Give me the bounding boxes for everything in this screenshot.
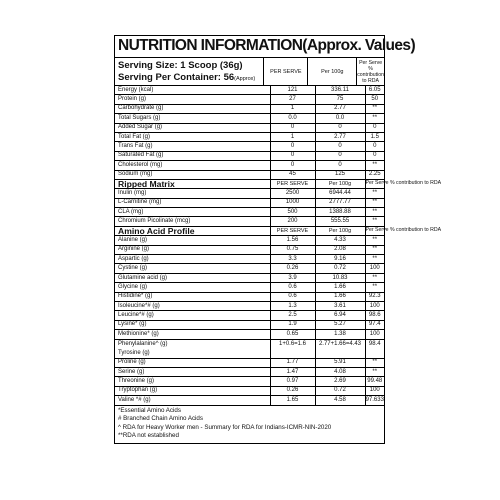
- amino-name: Threonine (g): [115, 377, 270, 386]
- amino-per100: 5.27: [315, 320, 365, 329]
- ripped-title: Ripped Matrix: [118, 178, 175, 189]
- amino-per-serve: 1.47: [270, 367, 315, 376]
- nutrition-per100: 2.77: [315, 132, 365, 141]
- amino-rda: 98.6: [365, 311, 384, 320]
- ripped-row: [115, 208, 384, 217]
- nutrition-per100: 0.0: [315, 114, 365, 123]
- nutrition-row: [115, 86, 384, 95]
- nutrition-name: Total Sugars (g): [115, 114, 270, 123]
- nutrition-panel: [114, 35, 442, 444]
- footnote: **RDA not established: [118, 432, 179, 439]
- amino-per100: 4.08: [315, 367, 365, 376]
- amino-name: Tryptophan (g): [115, 386, 270, 395]
- amino-name: Histidine* (g): [115, 292, 270, 301]
- amino-col-per100: Per 100g: [315, 227, 365, 236]
- amino-per-serve: 0.26: [270, 264, 315, 273]
- nutrition-per-serve: 0: [270, 161, 315, 170]
- nutrition-name: Sodium (mg): [115, 170, 270, 179]
- amino-row: [115, 301, 384, 310]
- nutrition-per100: 75: [315, 95, 365, 104]
- ripped-per-serve: 200: [270, 217, 315, 226]
- amino-per-serve: 0.65: [270, 330, 315, 339]
- serving-per-container: Serving Per Container: 56: [118, 71, 235, 83]
- amino-per100: 4.33: [315, 236, 365, 245]
- footnote: *Essential Amino Acids: [118, 406, 181, 414]
- amino-per-serve: 1.3: [270, 301, 315, 310]
- amino-per100: 4.58: [315, 396, 365, 405]
- amino-per-serve: 1.65: [270, 396, 315, 405]
- nutrition-per-serve: 27: [270, 95, 315, 104]
- amino-per-serve: 1+0.6=1.6: [270, 339, 315, 358]
- approx-note: (Approx): [234, 75, 256, 82]
- amino-per-serve: 0.26: [270, 386, 315, 395]
- amino-per100: 2.77+1.66=4.43: [315, 339, 365, 358]
- ripped-per100: 1388.88: [315, 208, 365, 217]
- serving-info: [115, 58, 263, 85]
- amino-rda: **: [365, 283, 384, 292]
- amino-per100: 9.16: [315, 255, 365, 264]
- amino-rda: **: [365, 245, 384, 254]
- footnotes: [115, 405, 384, 443]
- ripped-rda: **: [365, 189, 384, 198]
- amino-name: Arginine (g): [115, 245, 270, 254]
- nutrition-row: [115, 104, 384, 113]
- amino-rda: 98.4: [365, 339, 384, 358]
- amino-per100: 3.61: [315, 301, 365, 310]
- nutrition-rda: 0: [365, 142, 384, 151]
- amino-per-serve: 3.3: [270, 255, 315, 264]
- amino-rda: 100: [365, 330, 384, 339]
- ripped-col-per100: Per 100g: [315, 180, 365, 189]
- amino-row: [115, 330, 384, 339]
- amino-row: [115, 358, 384, 367]
- nutrition-table: [115, 86, 384, 179]
- amino-rda: 100: [365, 264, 384, 273]
- ripped-name: L-Carnitine (mg): [115, 198, 270, 207]
- amino-name: Serine (g): [115, 367, 270, 376]
- header-rda: Per Serve % contribution to RDA: [357, 59, 385, 84]
- amino-col-per-serve: PER SERVE: [270, 227, 315, 236]
- nutrition-row: [115, 132, 384, 141]
- nutrition-name: Protein (g): [115, 95, 270, 104]
- amino-row: [115, 245, 384, 254]
- tyrosine-label: Tyrosine (g): [118, 349, 150, 356]
- ripped-header-row: [115, 180, 384, 189]
- ripped-col-rda: Per Serve % contribution to RDA: [365, 180, 384, 189]
- nutrition-row: [115, 151, 384, 160]
- amino-row: [115, 292, 384, 301]
- nutrition-row: [115, 142, 384, 151]
- footnote: ^ RDA for Heavy Worker men - Summary for RDA for Indians-ICMR-NIN-2020: [118, 423, 332, 431]
- ripped-row: [115, 198, 384, 207]
- amino-per100: 6.94: [315, 311, 365, 320]
- nutrition-row: [115, 114, 384, 123]
- amino-per-serve: 0.75: [270, 245, 315, 254]
- amino-name: Glutamine acid (g): [115, 273, 270, 282]
- nutrition-rda: **: [365, 104, 384, 113]
- amino-per100: 1.38: [315, 330, 365, 339]
- amino-name: Cystine (g): [115, 264, 270, 273]
- amino-name: Valine *# (g): [115, 396, 270, 405]
- amino-title: Amino Acid Profile: [118, 225, 195, 236]
- amino-name: Lysine* (g): [115, 320, 270, 329]
- amino-per100: 10.83: [315, 273, 365, 282]
- amino-per-serve: 0.6: [270, 283, 315, 292]
- amino-name: Alanine (g): [115, 236, 270, 245]
- amino-rda: **: [365, 358, 384, 367]
- nutrition-per100: 0: [315, 151, 365, 160]
- title-main: NUTRITION INFORMATION: [118, 37, 303, 54]
- amino-name: Proline (g): [115, 358, 270, 367]
- amino-row: [115, 311, 384, 320]
- amino-row: [115, 255, 384, 264]
- amino-per100: 2.08: [315, 245, 365, 254]
- nutrition-rda: 2.25: [365, 170, 384, 179]
- amino-row: [115, 320, 384, 329]
- nutrition-per100: 0: [315, 161, 365, 170]
- amino-per-serve: 0.6: [270, 292, 315, 301]
- nutrition-per100: 0: [315, 142, 365, 151]
- amino-rda: 100: [365, 301, 384, 310]
- panel-title: [115, 36, 416, 58]
- nutrition-name: Trans Fat (g): [115, 142, 270, 151]
- amino-row: [115, 236, 384, 245]
- amino-per100: 1.66: [315, 292, 365, 301]
- amino-row: [115, 283, 384, 292]
- amino-row: [115, 367, 384, 376]
- amino-rda: 97.4: [365, 320, 384, 329]
- nutrition-rda: 0: [365, 123, 384, 132]
- amino-per-serve: 1.56: [270, 236, 315, 245]
- nutrition-per-serve: 0: [270, 142, 315, 151]
- ripped-table: [115, 178, 442, 226]
- nutrition-name: Added Sugar (g): [115, 123, 270, 132]
- amino-row: [115, 396, 384, 405]
- amino-header-row: [115, 227, 384, 236]
- amino-rda: 97.633: [365, 396, 384, 403]
- amino-per100: 0.72: [315, 386, 365, 395]
- header-per100: Per 100g: [307, 58, 356, 85]
- nutrition-per-serve: 1: [270, 132, 315, 141]
- nutrition-per-serve: 121: [270, 86, 315, 95]
- nutrition-rda: 6.05: [365, 86, 384, 95]
- ripped-rda: **: [365, 208, 384, 217]
- nutrition-per100: 2.77: [315, 104, 365, 113]
- ripped-per-serve: 2500: [270, 189, 315, 198]
- amino-per-serve: 1.77: [270, 358, 315, 367]
- amino-rda: 99.48: [365, 377, 384, 386]
- ripped-row: [115, 217, 384, 226]
- nutrition-per-serve: 0: [270, 123, 315, 132]
- nutrition-rda: 50: [365, 95, 384, 104]
- ripped-name: Inulin (mg): [115, 189, 270, 198]
- amino-rda: **: [365, 236, 384, 245]
- amino-row: [115, 273, 384, 282]
- ripped-name: Chromium Picolinate (mcg): [115, 217, 270, 226]
- amino-per100: 1.66: [315, 283, 365, 292]
- ripped-col-per-serve: PER SERVE: [270, 180, 315, 189]
- nutrition-per-serve: 45: [270, 170, 315, 179]
- phenylalanine-label: Phenylalanine^ (g): [118, 341, 168, 348]
- amino-name: Methionine* (g): [115, 330, 270, 339]
- amino-row: [115, 377, 384, 386]
- amino-name: [115, 339, 270, 358]
- nutrition-name: Carbohydrate (g): [115, 104, 270, 113]
- nutrition-per100: 125: [315, 170, 365, 179]
- amino-row-phenylalanine-tyrosine: [115, 339, 384, 358]
- ripped-per-serve: 1000: [270, 198, 315, 207]
- amino-per100: 0.72: [315, 264, 365, 273]
- amino-row: [115, 386, 384, 395]
- nutrition-name: Saturated Fat (g): [115, 151, 270, 160]
- amino-rda: 92.3: [365, 292, 384, 301]
- nutrition-per-serve: 1: [270, 104, 315, 113]
- amino-col-rda: Per Serve % contribution to RDA: [365, 227, 384, 236]
- nutrition-name: Total Fat (g): [115, 132, 270, 141]
- ripped-per-serve: 500: [270, 208, 315, 217]
- amino-name: Leucine*# (g): [115, 311, 270, 320]
- footnote: # Branched Chain Amino Acids: [118, 415, 203, 422]
- nutrition-name: Energy (kcal): [118, 86, 154, 93]
- amino-rda: **: [365, 255, 384, 264]
- ripped-per100: 555.55: [315, 217, 365, 226]
- nutrition-per100: 0: [315, 123, 365, 132]
- nutrition-per-serve: 0: [270, 151, 315, 160]
- amino-per100: 5.91: [315, 358, 365, 367]
- ripped-per100: 2777.77: [315, 198, 365, 207]
- amino-name: Isoleucine*# (g): [115, 301, 270, 310]
- nutrition-rda: **: [365, 161, 384, 170]
- amino-per-serve: 0.97: [270, 377, 315, 386]
- nutrition-rda: **: [365, 114, 384, 123]
- ripped-rda: **: [365, 198, 384, 207]
- amino-per100: 2.69: [315, 377, 365, 386]
- amino-per-serve: 2.5: [270, 311, 315, 320]
- ripped-row: [115, 189, 384, 198]
- amino-row: [115, 264, 384, 273]
- amino-per-serve: 1.9: [270, 320, 315, 329]
- nutrition-row: [115, 123, 384, 132]
- amino-per-serve: 3.9: [270, 273, 315, 282]
- serving-size: Serving Size: 1 Scoop (36g): [118, 60, 243, 71]
- nutrition-row: [115, 170, 384, 179]
- nutrition-row: [115, 95, 384, 104]
- nutrition-per-serve: 0.0: [270, 114, 315, 123]
- amino-name: Glycine (g): [115, 283, 270, 292]
- nutrition-per100: 336.11: [315, 86, 365, 95]
- nutrition-name: Cholesterol (mg): [115, 161, 270, 170]
- title-sub: (Approx. Values): [302, 37, 416, 54]
- amino-rda: **: [365, 367, 384, 376]
- nutrition-rda: 1.5: [365, 132, 384, 141]
- amino-name: Aspartic (g): [115, 255, 270, 264]
- ripped-rda: **: [365, 217, 384, 226]
- nutrition-row: [115, 161, 384, 170]
- amino-table: [115, 225, 442, 405]
- ripped-name: CLA (mg): [115, 208, 270, 217]
- nutrition-rda: 0: [365, 151, 384, 160]
- serving-block: [115, 58, 384, 86]
- amino-rda: **: [365, 273, 384, 282]
- amino-rda: 100: [365, 386, 384, 395]
- header-per-serve: PER SERVE: [263, 58, 307, 85]
- ripped-per100: 6944.44: [315, 189, 365, 198]
